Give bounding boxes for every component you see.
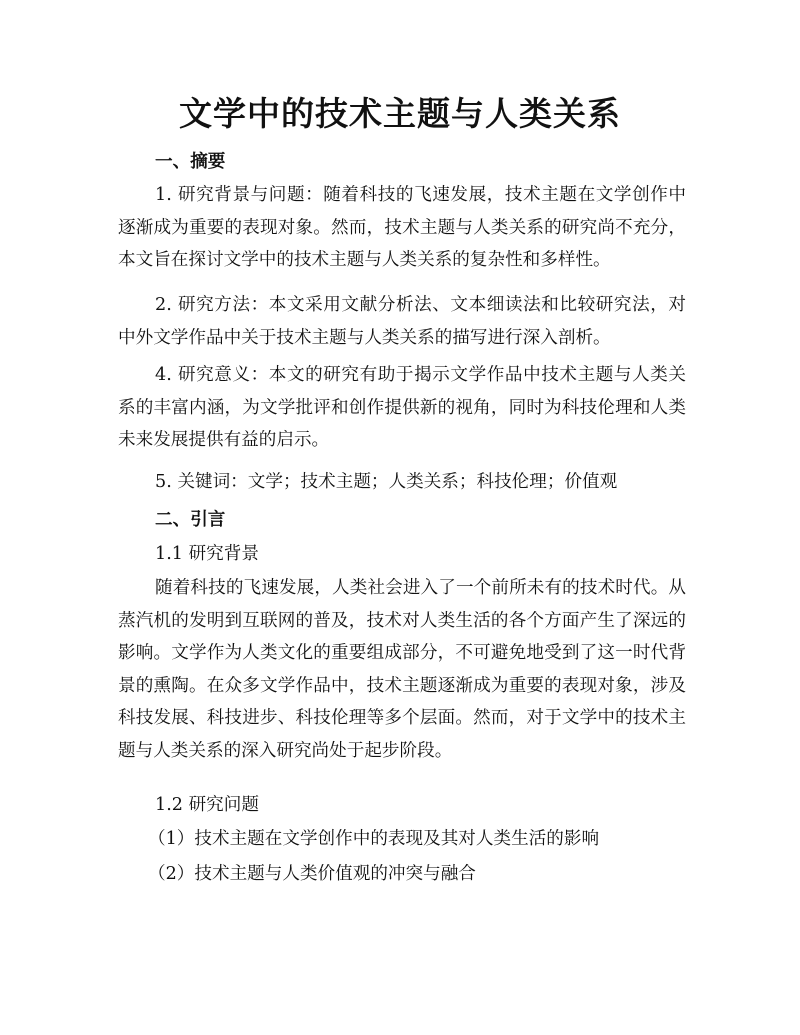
abstract-item-4-text: 4. 研究意义：本文的研究有助于揭示文学作品中技术主题与人类关系的丰富内涵，为文学批评和创作提供新的视角，同时为科技伦理和人类未来发展提供有益的启示。 xyxy=(118,365,686,450)
abstract-item-4 xyxy=(118,359,686,457)
background-paragraph xyxy=(118,572,686,767)
abstract-item-1-text: 1. 研究背景与问题：随着科技的飞速发展，技术主题在文学创作中逐渐成为重要的表现对象。然而，技术主题与人类关系的研究尚不充分，本文旨在探讨文学中的技术主题与人类关系的复杂性和多样性。 xyxy=(118,185,686,270)
question-item-1: （1）技术主题在文学创作中的表现及其对人类生活的影响 xyxy=(148,829,600,849)
document-title: 文学中的技术主题与人类关系 xyxy=(179,94,621,133)
background-subheading: 1.1 研究背景 xyxy=(155,544,259,564)
question-subheading: 1.2 研究问题 xyxy=(155,795,259,815)
abstract-item-2-text: 2. 研究方法：本文采用文献分析法、文本细读法和比较研究法，对中外文学作品中关于技术主题与人类关系的描写进行深入剖析。 xyxy=(118,295,686,348)
background-paragraph-text: 随着科技的飞速发展，人类社会进入了一个前所未有的技术时代。从蒸汽机的发明到互联网的普及，技术对人类生活的各个方面产生了深远的影响。文学作为人类文化的重要组成部分，不可避免地受到了这一时代背景的熏陶。在众多文学作品中，技术主题逐渐成为重要的表现对象，涉及科技发展、科技进步、科技伦理等多个层面。然而，对于文学中的技术主题与人类关系的深入研究尚处于起步阶段。 xyxy=(118,578,686,761)
abstract-item-5: 5. 关键词：文学；技术主题；人类关系；科技伦理；价值观 xyxy=(155,472,618,492)
question-item-2: （2）技术主题与人类价值观的冲突与融合 xyxy=(148,864,476,884)
abstract-heading: 一、摘要 xyxy=(155,151,226,172)
abstract-item-2 xyxy=(118,289,686,354)
abstract-item-1 xyxy=(118,179,686,277)
intro-heading: 二、引言 xyxy=(155,509,226,530)
